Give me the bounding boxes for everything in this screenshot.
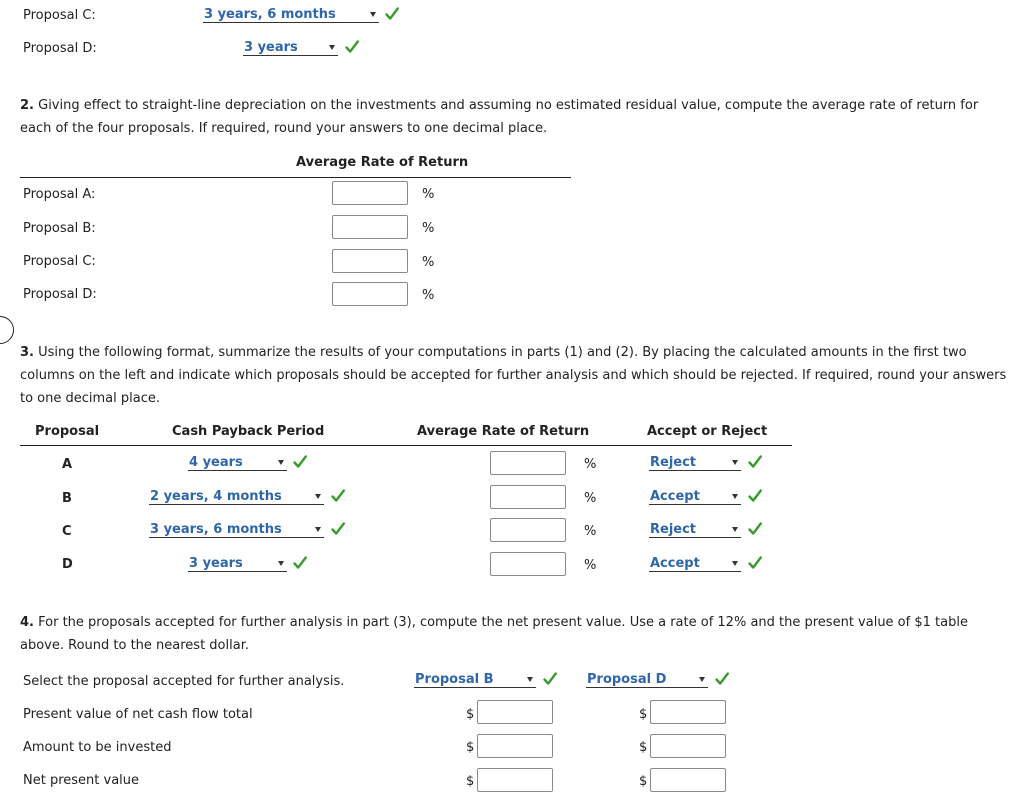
chevron-down-icon xyxy=(732,561,738,566)
payback-select-a[interactable]: 4 years xyxy=(188,455,287,471)
dollar-sign: $ xyxy=(639,740,648,755)
chevron-down-icon xyxy=(732,494,738,499)
percent-unit: % xyxy=(584,457,597,472)
rate-input-c[interactable] xyxy=(490,518,566,542)
amount-input-2[interactable] xyxy=(650,734,726,758)
correct-check-icon xyxy=(330,488,346,504)
percent-unit: % xyxy=(584,524,597,539)
npv-label: Net present value xyxy=(23,773,140,788)
correct-check-icon xyxy=(747,454,763,470)
percent-unit: % xyxy=(422,255,435,270)
part2-rate-input-d[interactable] xyxy=(332,282,408,306)
proposal-select-2[interactable]: Proposal D xyxy=(586,672,708,688)
percent-unit: % xyxy=(422,221,435,236)
divider xyxy=(20,177,571,178)
dollar-sign: $ xyxy=(466,740,475,755)
proposal-select-1[interactable]: Proposal B xyxy=(414,672,536,688)
rate-input-d[interactable] xyxy=(490,552,566,576)
decision-select-b[interactable]: Accept xyxy=(649,489,741,505)
payback-select-c[interactable]: 3 years, 6 months xyxy=(149,522,324,538)
column-header-rate: Average Rate of Return xyxy=(417,424,590,439)
chevron-down-icon xyxy=(732,527,738,532)
proposal-id: A xyxy=(62,457,73,472)
decision-select-c[interactable]: Reject xyxy=(649,522,741,538)
part1-row-c-payback-select[interactable]: 3 years, 6 months xyxy=(203,7,379,23)
chevron-down-icon xyxy=(370,12,376,17)
percent-unit: % xyxy=(584,491,597,506)
select-proposal-label: Select the proposal accepted for further analysis. xyxy=(23,674,345,689)
dollar-sign: $ xyxy=(466,774,475,789)
percent-unit: % xyxy=(422,288,435,303)
chevron-down-icon xyxy=(315,494,321,499)
proposal-id: C xyxy=(62,524,72,539)
dollar-sign: $ xyxy=(466,707,475,722)
part2-row-b-label: Proposal B: xyxy=(23,221,96,236)
chevron-down-icon xyxy=(315,527,321,532)
divider xyxy=(20,445,792,446)
proposal-id: D xyxy=(62,557,73,572)
correct-check-icon xyxy=(292,555,308,571)
part-marker-circle xyxy=(0,316,14,344)
column-header-proposal: Proposal xyxy=(35,424,100,439)
part1-row-d-payback-select[interactable]: 3 years xyxy=(243,40,338,56)
payback-select-b[interactable]: 2 years, 4 months xyxy=(149,489,324,505)
part2-column-header: Average Rate of Return xyxy=(296,155,469,170)
correct-check-icon xyxy=(747,555,763,571)
payback-select-d[interactable]: 3 years xyxy=(188,556,287,572)
part2-row-c-label: Proposal C: xyxy=(23,254,96,269)
chevron-down-icon xyxy=(329,45,335,50)
chevron-down-icon xyxy=(278,460,284,465)
dollar-sign: $ xyxy=(639,774,648,789)
pv-input-2[interactable] xyxy=(650,700,726,724)
correct-check-icon xyxy=(747,488,763,504)
correct-check-icon xyxy=(747,521,763,537)
column-header-decision: Accept or Reject xyxy=(647,424,768,439)
pv-input-1[interactable] xyxy=(477,700,553,724)
part2-rate-input-b[interactable] xyxy=(332,215,408,239)
part4-instruction: 4. For the proposals accepted for further analysis in part (3), compute the net present value. Use a rate of 12% and the present value of $1 table above. Round to the nearest dollar. xyxy=(20,615,968,653)
column-header-payback: Cash Payback Period xyxy=(172,424,325,439)
proposal-id: B xyxy=(62,491,72,506)
percent-unit: % xyxy=(422,187,435,202)
npv-input-1[interactable] xyxy=(477,768,553,792)
part2-rate-input-c[interactable] xyxy=(332,249,408,273)
part2-row-a-label: Proposal A: xyxy=(23,187,96,202)
part1-row-c-label: Proposal C: xyxy=(23,8,96,23)
chevron-down-icon xyxy=(699,677,705,682)
correct-check-icon xyxy=(344,39,360,55)
percent-unit: % xyxy=(584,558,597,573)
part3-instruction: 3. Using the following format, summarize the results of your computations in parts (1) and (2). By placing the calculated amounts in the first two columns on the left and indicate which proposals should be accepted for further analysis and which should be rejected. If required, round your answers to one decimal place. xyxy=(20,345,1007,406)
amount-input-1[interactable] xyxy=(477,734,553,758)
decision-select-d[interactable]: Accept xyxy=(649,556,741,572)
correct-check-icon xyxy=(384,6,400,22)
decision-select-a[interactable]: Reject xyxy=(649,455,741,471)
correct-check-icon xyxy=(292,454,308,470)
part2-rate-input-a[interactable] xyxy=(332,181,408,205)
dollar-sign: $ xyxy=(639,707,648,722)
chevron-down-icon xyxy=(278,561,284,566)
chevron-down-icon xyxy=(527,677,533,682)
rate-input-a[interactable] xyxy=(490,451,566,475)
pv-label: Present value of net cash flow total xyxy=(23,707,253,722)
chevron-down-icon xyxy=(732,460,738,465)
amount-label: Amount to be invested xyxy=(23,740,172,755)
part2-instruction: 2. Giving effect to straight-line depreciation on the investments and assuming no estimated residual value, compute the average rate of return for each of the four proposals. If required, round your answers to one decimal place. xyxy=(20,98,979,136)
part1-row-d-label: Proposal D: xyxy=(23,41,97,56)
correct-check-icon xyxy=(542,671,558,687)
correct-check-icon xyxy=(330,521,346,537)
part2-row-d-label: Proposal D: xyxy=(23,287,97,302)
npv-input-2[interactable] xyxy=(650,768,726,792)
correct-check-icon xyxy=(714,671,730,687)
rate-input-b[interactable] xyxy=(490,485,566,509)
